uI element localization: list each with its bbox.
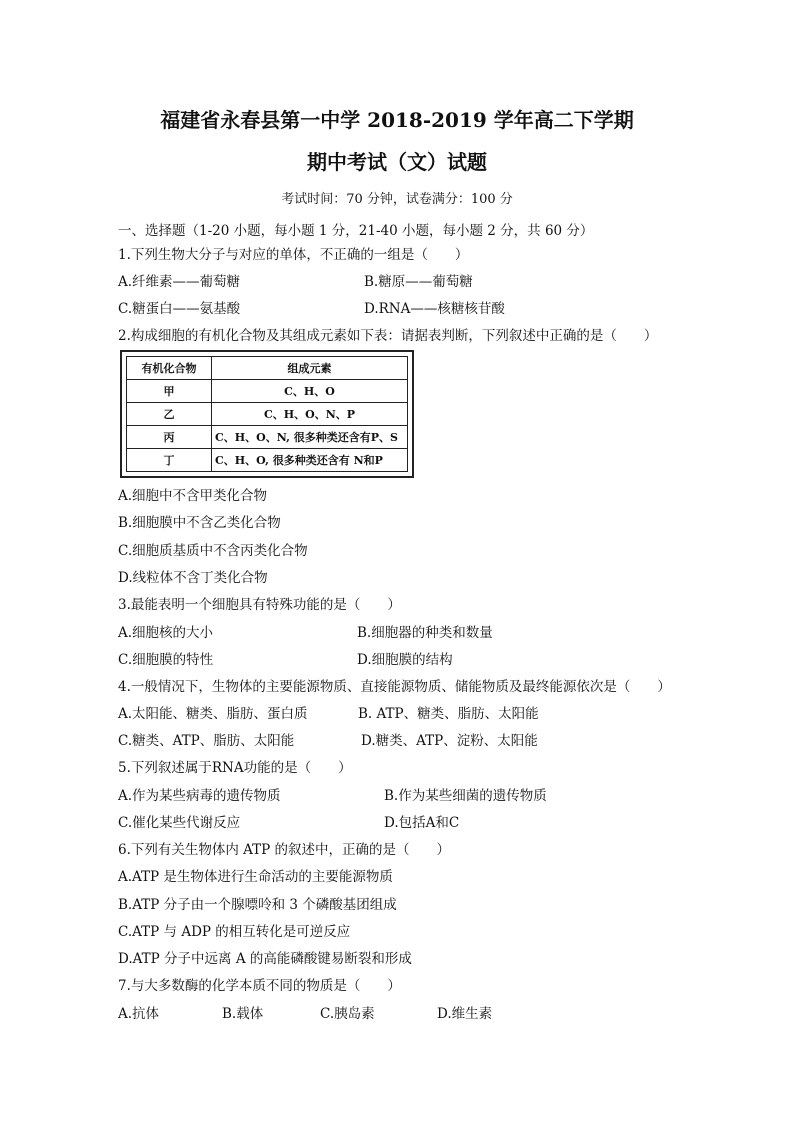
option-c: C.胰岛素 (320, 1006, 375, 1022)
document-subtitle: 期中考试（文）试题 (307, 150, 487, 174)
question-stem: 1.下列生物大分子与对应的单体，不正确的一组是（ ） (118, 247, 469, 263)
option-c: C.ATP 与 ADP 的相互转化是可逆反应 (118, 924, 351, 940)
option-c: C.糖蛋白——氨基酸 (118, 301, 241, 317)
section-heading: 一、选择题（1-20 小题，每小题 1 分，21-40 小题，每小题 2 分，共 60 分） (118, 223, 594, 239)
table-cell: 乙 (127, 403, 212, 426)
option-d: D.包括A和C (384, 815, 460, 831)
table-cell: C、H、O (212, 380, 408, 403)
option-b: B.载体 (222, 1006, 264, 1022)
option-a: A.太阳能、糖类、脂肪、蛋白质 (118, 706, 308, 722)
option-d: D.ATP 分子中远离 A 的高能磷酸键易断裂和形成 (118, 951, 412, 967)
option-a: A.ATP 是生物体进行生命活动的主要能源物质 (118, 869, 393, 885)
table-row (127, 449, 408, 472)
option-c: C.细胞质基质中不含丙类化合物 (118, 543, 308, 559)
question-stem: 6.下列有关生物体内 ATP 的叙述中，正确的是（ ） (118, 842, 451, 858)
table-cell: 丙 (127, 426, 212, 449)
table-header-cell: 组成元素 (212, 357, 408, 380)
option-b: B.细胞膜中不含乙类化合物 (118, 515, 281, 531)
table-cell: 丁 (127, 449, 212, 472)
option-d: D.RNA——核糖核苷酸 (364, 301, 505, 317)
option-a: A.纤维素——葡萄糖 (118, 274, 241, 290)
question-stem: 7.与大多数酶的化学本质不同的物质是（ ） (118, 978, 401, 994)
document-title: 福建省永春县第一中学 2018-2019 学年高二下学期 (160, 108, 634, 132)
question-stem: 2.构成细胞的有机化合物及其组成元素如下表：请据表判断，下列叙述中正确的是（ ） (118, 328, 658, 344)
option-c: C.催化某些代谢反应 (118, 815, 241, 831)
table-row (127, 403, 408, 426)
question-stem: 4.一般情况下，生物体的主要能源物质、直接能源物质、储能物质及最终能源依次是（ ） (118, 679, 671, 695)
option-a: A.作为某些病毒的遗传物质 (118, 788, 281, 804)
option-c: C.细胞膜的特性 (118, 652, 214, 668)
table-cell: C、H、O、N、P (212, 403, 408, 426)
question-stem: 3.最能表明一个细胞具有特殊功能的是（ ） (118, 597, 401, 613)
option-d: D.糖类、ATP、淀粉、太阳能 (361, 733, 538, 749)
option-b: B.细胞器的种类和数量 (357, 625, 493, 641)
option-b: B.作为某些细菌的遗传物质 (384, 788, 547, 804)
option-b: B. ATP、糖类、脂肪、太阳能 (358, 706, 539, 722)
option-c: C.糖类、ATP、脂肪、太阳能 (118, 733, 295, 749)
option-b: B.糖原——葡萄糖 (364, 274, 473, 290)
table-row (127, 380, 408, 403)
table-cell: 甲 (127, 380, 212, 403)
table-header-row (127, 357, 408, 380)
table-cell: C、H、O、N, 很多种类还含有P、S (212, 426, 408, 449)
option-b: B.ATP 分子由一个腺嘌呤和 3 个磷酸基团组成 (118, 897, 397, 913)
option-d: D.细胞膜的结构 (357, 652, 453, 668)
option-d: D.维生素 (437, 1006, 493, 1022)
exam-info: 考试时间：70 分钟，试卷满分：100 分 (281, 192, 513, 207)
table-row (127, 426, 408, 449)
option-a: A.抗体 (118, 1006, 160, 1022)
compound-element-table (120, 350, 414, 478)
table-cell: C、H、O, 很多种类还含有 N和P (212, 449, 408, 472)
option-a: A.细胞核的大小 (118, 625, 214, 641)
table-header-cell: 有机化合物 (127, 357, 212, 380)
question-stem: 5.下列叙述属于RNA功能的是（ ） (118, 760, 352, 776)
option-a: A.细胞中不含甲类化合物 (118, 488, 268, 504)
option-d: D.线粒体不含丁类化合物 (118, 570, 268, 586)
